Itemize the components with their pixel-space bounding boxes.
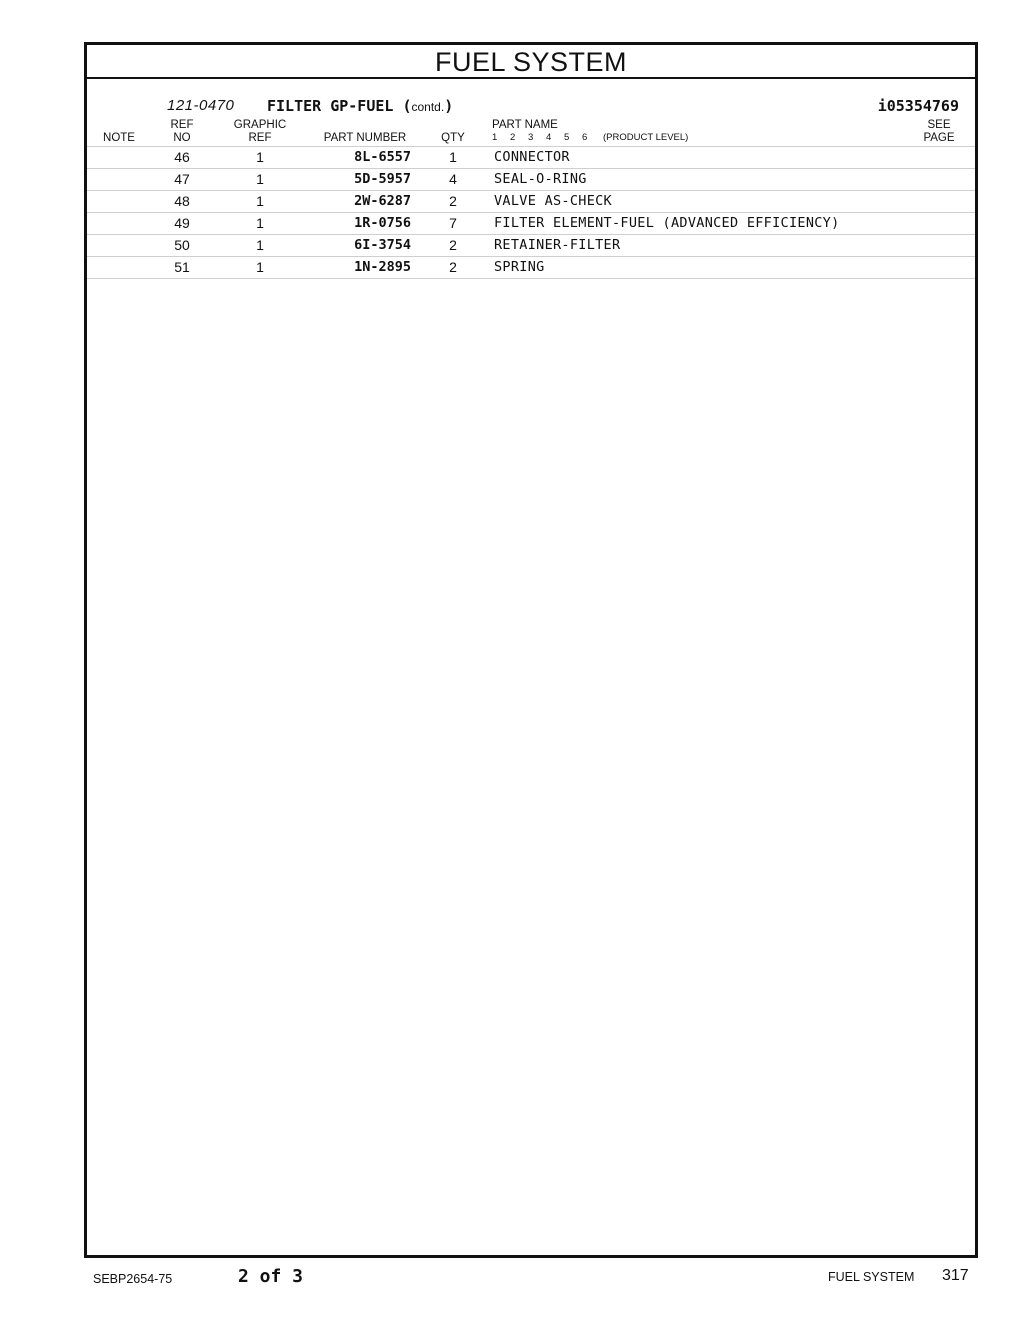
group-name: FILTER GP-FUEL	[267, 97, 394, 115]
group-heading	[87, 97, 975, 117]
col-header-part-number: PART NUMBER	[323, 132, 407, 144]
graphic-ref: 1	[256, 193, 264, 209]
product-level-label: (PRODUCT LEVEL)	[603, 132, 689, 143]
page-footer	[0, 1266, 1020, 1290]
part-number: 1N-2895	[354, 259, 411, 275]
group-paren-close: )	[444, 97, 454, 115]
table-row	[87, 212, 975, 234]
level-2: 2	[510, 132, 516, 143]
graphic-ref: 1	[256, 215, 264, 231]
col-header-graphic-top: GRAPHIC	[233, 119, 287, 131]
col-header-ref	[162, 119, 202, 145]
page-frame	[84, 42, 978, 1258]
part-number: 2W-6287	[354, 193, 411, 209]
table-row	[87, 168, 975, 190]
col-header-note: NOTE	[103, 132, 135, 144]
group-id: i05354769	[877, 97, 959, 115]
col-header-graphic	[227, 119, 293, 145]
group-number: 121-0470	[167, 97, 235, 114]
qty: 1	[449, 149, 457, 165]
table-row	[87, 146, 975, 168]
document-id: SEBP2654-75	[93, 1272, 173, 1286]
part-name: VALVE AS-CHECK	[494, 193, 612, 209]
part-name: SEAL-O-RING	[494, 171, 587, 187]
level-4: 4	[546, 132, 552, 143]
page-count: 2 of 3	[238, 1266, 304, 1287]
level-5: 5	[564, 132, 570, 143]
group-name-wrap	[267, 97, 453, 115]
level-1: 1	[492, 132, 498, 143]
col-header-ref-bottom: NO	[173, 132, 191, 144]
ref-no: 48	[174, 193, 190, 209]
ref-no: 46	[174, 149, 190, 165]
part-number: 8L-6557	[354, 149, 411, 165]
group-paren-open: (	[402, 97, 412, 115]
qty: 2	[449, 259, 457, 275]
level-3: 3	[528, 132, 534, 143]
page-number: 317	[942, 1267, 969, 1284]
part-name: CONNECTOR	[494, 149, 570, 165]
part-number: 6I-3754	[354, 237, 411, 253]
qty: 2	[449, 193, 457, 209]
parts-table	[87, 146, 975, 279]
level-6: 6	[582, 132, 588, 143]
qty: 4	[449, 171, 457, 187]
col-header-ref-top: REF	[170, 119, 194, 131]
qty: 2	[449, 237, 457, 253]
col-header-see-top: SEE	[927, 119, 951, 131]
ref-no: 50	[174, 237, 190, 253]
col-header-part-name: PART NAME	[492, 119, 558, 131]
qty: 7	[449, 215, 457, 231]
table-row	[87, 256, 975, 279]
col-header-product-levels	[492, 132, 688, 143]
col-header-see-page	[919, 119, 959, 145]
part-name: RETAINER-FILTER	[494, 237, 621, 253]
part-number: 1R-0756	[354, 215, 411, 231]
section-title: FUEL SYSTEM	[87, 45, 975, 79]
part-name: SPRING	[494, 259, 545, 275]
table-row	[87, 234, 975, 256]
graphic-ref: 1	[256, 259, 264, 275]
part-number: 5D-5957	[354, 171, 411, 187]
ref-no: 51	[174, 259, 190, 275]
group-continued: contd.	[411, 100, 445, 114]
graphic-ref: 1	[256, 237, 264, 253]
footer-section-title: FUEL SYSTEM	[828, 1270, 915, 1284]
col-header-graphic-bottom: REF	[248, 132, 272, 144]
graphic-ref: 1	[256, 149, 264, 165]
part-name: FILTER ELEMENT-FUEL (ADVANCED EFFICIENCY)	[494, 215, 840, 231]
ref-no: 47	[174, 171, 190, 187]
col-header-qty: QTY	[441, 132, 465, 144]
graphic-ref: 1	[256, 171, 264, 187]
table-row	[87, 190, 975, 212]
col-header-see-bottom: PAGE	[923, 132, 955, 144]
ref-no: 49	[174, 215, 190, 231]
